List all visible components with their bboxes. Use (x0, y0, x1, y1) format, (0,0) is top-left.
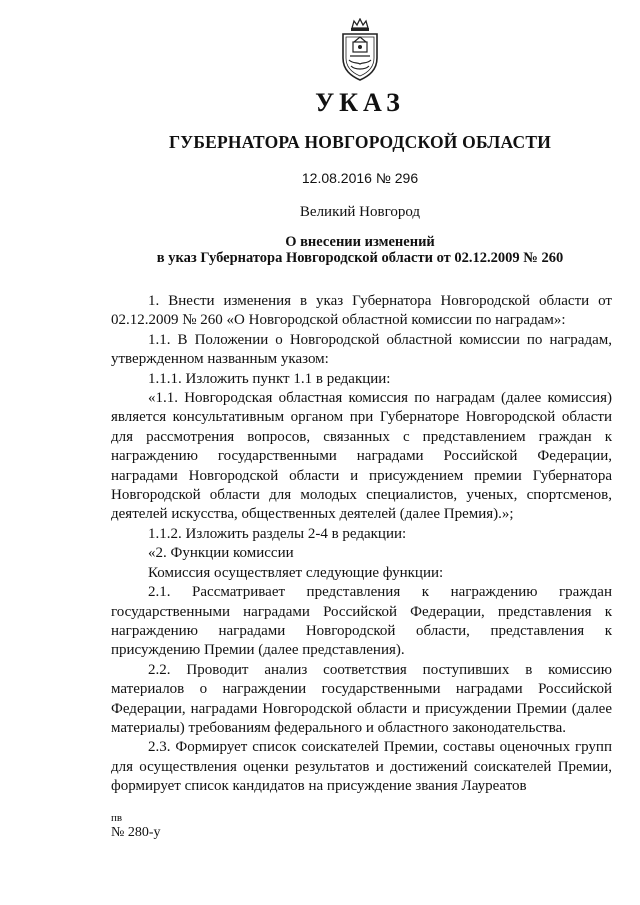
document-footer (111, 812, 161, 840)
paragraph: 1.1.2. Изложить разделы 2-4 в редакции: (148, 525, 407, 542)
document-body (111, 292, 612, 797)
paragraph: 2.2. Проводит анализ соответствия поступивших в комиссию материалов о награждении государственными наградами Российской Федерации, наградами Новгородской области и присуждении Премии (далее материалы) требованиям федерального и областного законодательства. (111, 661, 612, 736)
document-heading (0, 234, 640, 266)
heading-line-1: О внесении изменений (285, 234, 435, 250)
executor-initials: пв (111, 812, 123, 824)
document-title: УКАЗ (315, 88, 405, 117)
paragraph: 1.1. В Положении о Новгородской областной комиссии по наградам, утвержденном названным указом: (111, 331, 612, 368)
paragraph: 2.3. Формирует список соискателей Премии, составы оценочных групп для осуществления оценки результатов и достижений соискателей Премии, формирует список кандидатов на присуждение звания Лауреатов (111, 739, 612, 795)
paragraph: 2.1. Рассматривает представления к награждению граждан государственными наградами Российской Федерации, представления к награждению наградами Новгородской области, представления к присуждению Премии (далее представления). (111, 584, 612, 659)
paragraph: Комиссия осуществляет следующие функции: (148, 564, 444, 581)
date-and-number: 12.08.2016 № 296 (301, 170, 419, 186)
paragraph: «1.1. Новгородская областная комиссия по наградам (далее комиссия) является консультативным органом при Губернаторе Новгородской области для рассмотрения вопросов, связанных с представлением граждан к награждению государственными наградами Российской Федерации, наградами Новгородской области и присуждением премии Губернатора Новгородской области для молодых специалистов, ученых, спортсменов, деятелей искусства, общественных деятелей (далее Премия).»; (111, 390, 612, 523)
city-name: Великий Новгород (299, 204, 421, 220)
paragraph: «2. Функции комиссии (148, 545, 294, 562)
paragraph: 1. Внести изменения в указ Губернатора Новгородской области от 02.12.2009 № 260 «О Новгородской областной комиссии по наградам»: (111, 293, 612, 329)
heading-line-2: в указ Губернатора Новгородской области от 02.12.2009 № 260 (156, 250, 564, 266)
coat-of-arms-icon (335, 18, 385, 84)
paragraph: 1.1.1. Изложить пункт 1.1 в редакции: (148, 370, 391, 387)
registration-number: № 280-у (111, 825, 161, 840)
document-subtitle: ГУБЕРНАТОРА НОВГОРОДСКОЙ ОБЛАСТИ (168, 132, 552, 152)
